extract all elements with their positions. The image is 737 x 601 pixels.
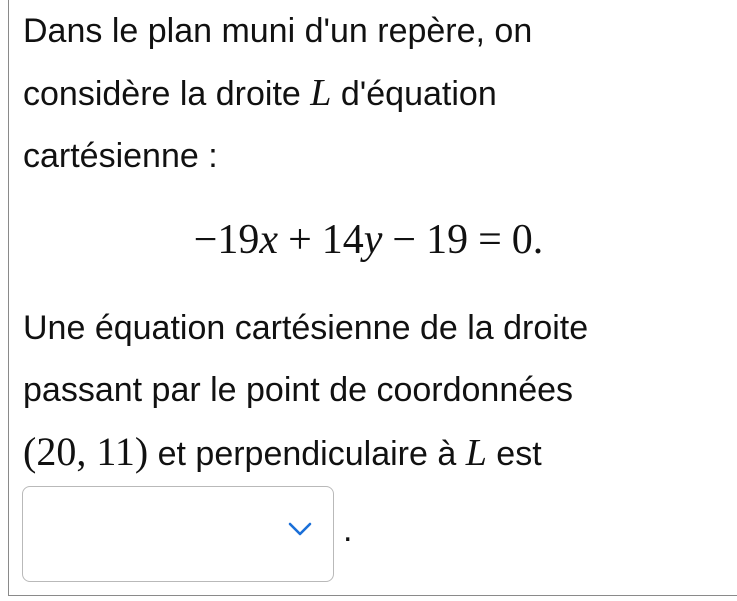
question-line-3	[23, 421, 588, 485]
eq-var-y: y	[363, 217, 383, 263]
question-line-2: passant par le point de coordonnées	[23, 371, 574, 409]
intro-line-1: Dans le plan muni d'un repère, on	[23, 12, 533, 50]
intro-line-2	[23, 62, 532, 125]
question-paragraph	[23, 297, 588, 485]
eq-var-x: x	[259, 217, 279, 263]
answer-select[interactable]	[22, 486, 334, 582]
eq-rhs: 0.	[511, 217, 544, 263]
line-equation	[0, 210, 737, 270]
eq-term-3: 19	[426, 217, 469, 263]
point-coordinates: (20, 11)	[23, 429, 149, 474]
intro-line-2-end: d'équation	[331, 75, 497, 113]
question-line-1: Une équation cartésienne de la droite	[23, 309, 589, 347]
trailing-period: .	[343, 511, 353, 549]
eq-term-2: 14	[321, 217, 364, 263]
eq-term-1: −19	[193, 217, 260, 263]
intro-paragraph	[23, 0, 532, 187]
intro-line-2-start: considère la droite	[23, 75, 311, 113]
line-name-L-ref: L	[465, 432, 487, 474]
eq-plus: +	[288, 217, 312, 263]
chevron-down-icon	[287, 520, 313, 538]
line-name-L: L	[310, 72, 332, 114]
question-line-3-middle: et perpendiculaire à	[148, 435, 466, 473]
eq-equals: =	[478, 217, 502, 263]
eq-minus: −	[392, 217, 417, 263]
intro-line-3: cartésienne :	[23, 137, 218, 175]
question-line-3-end: est	[486, 435, 542, 473]
